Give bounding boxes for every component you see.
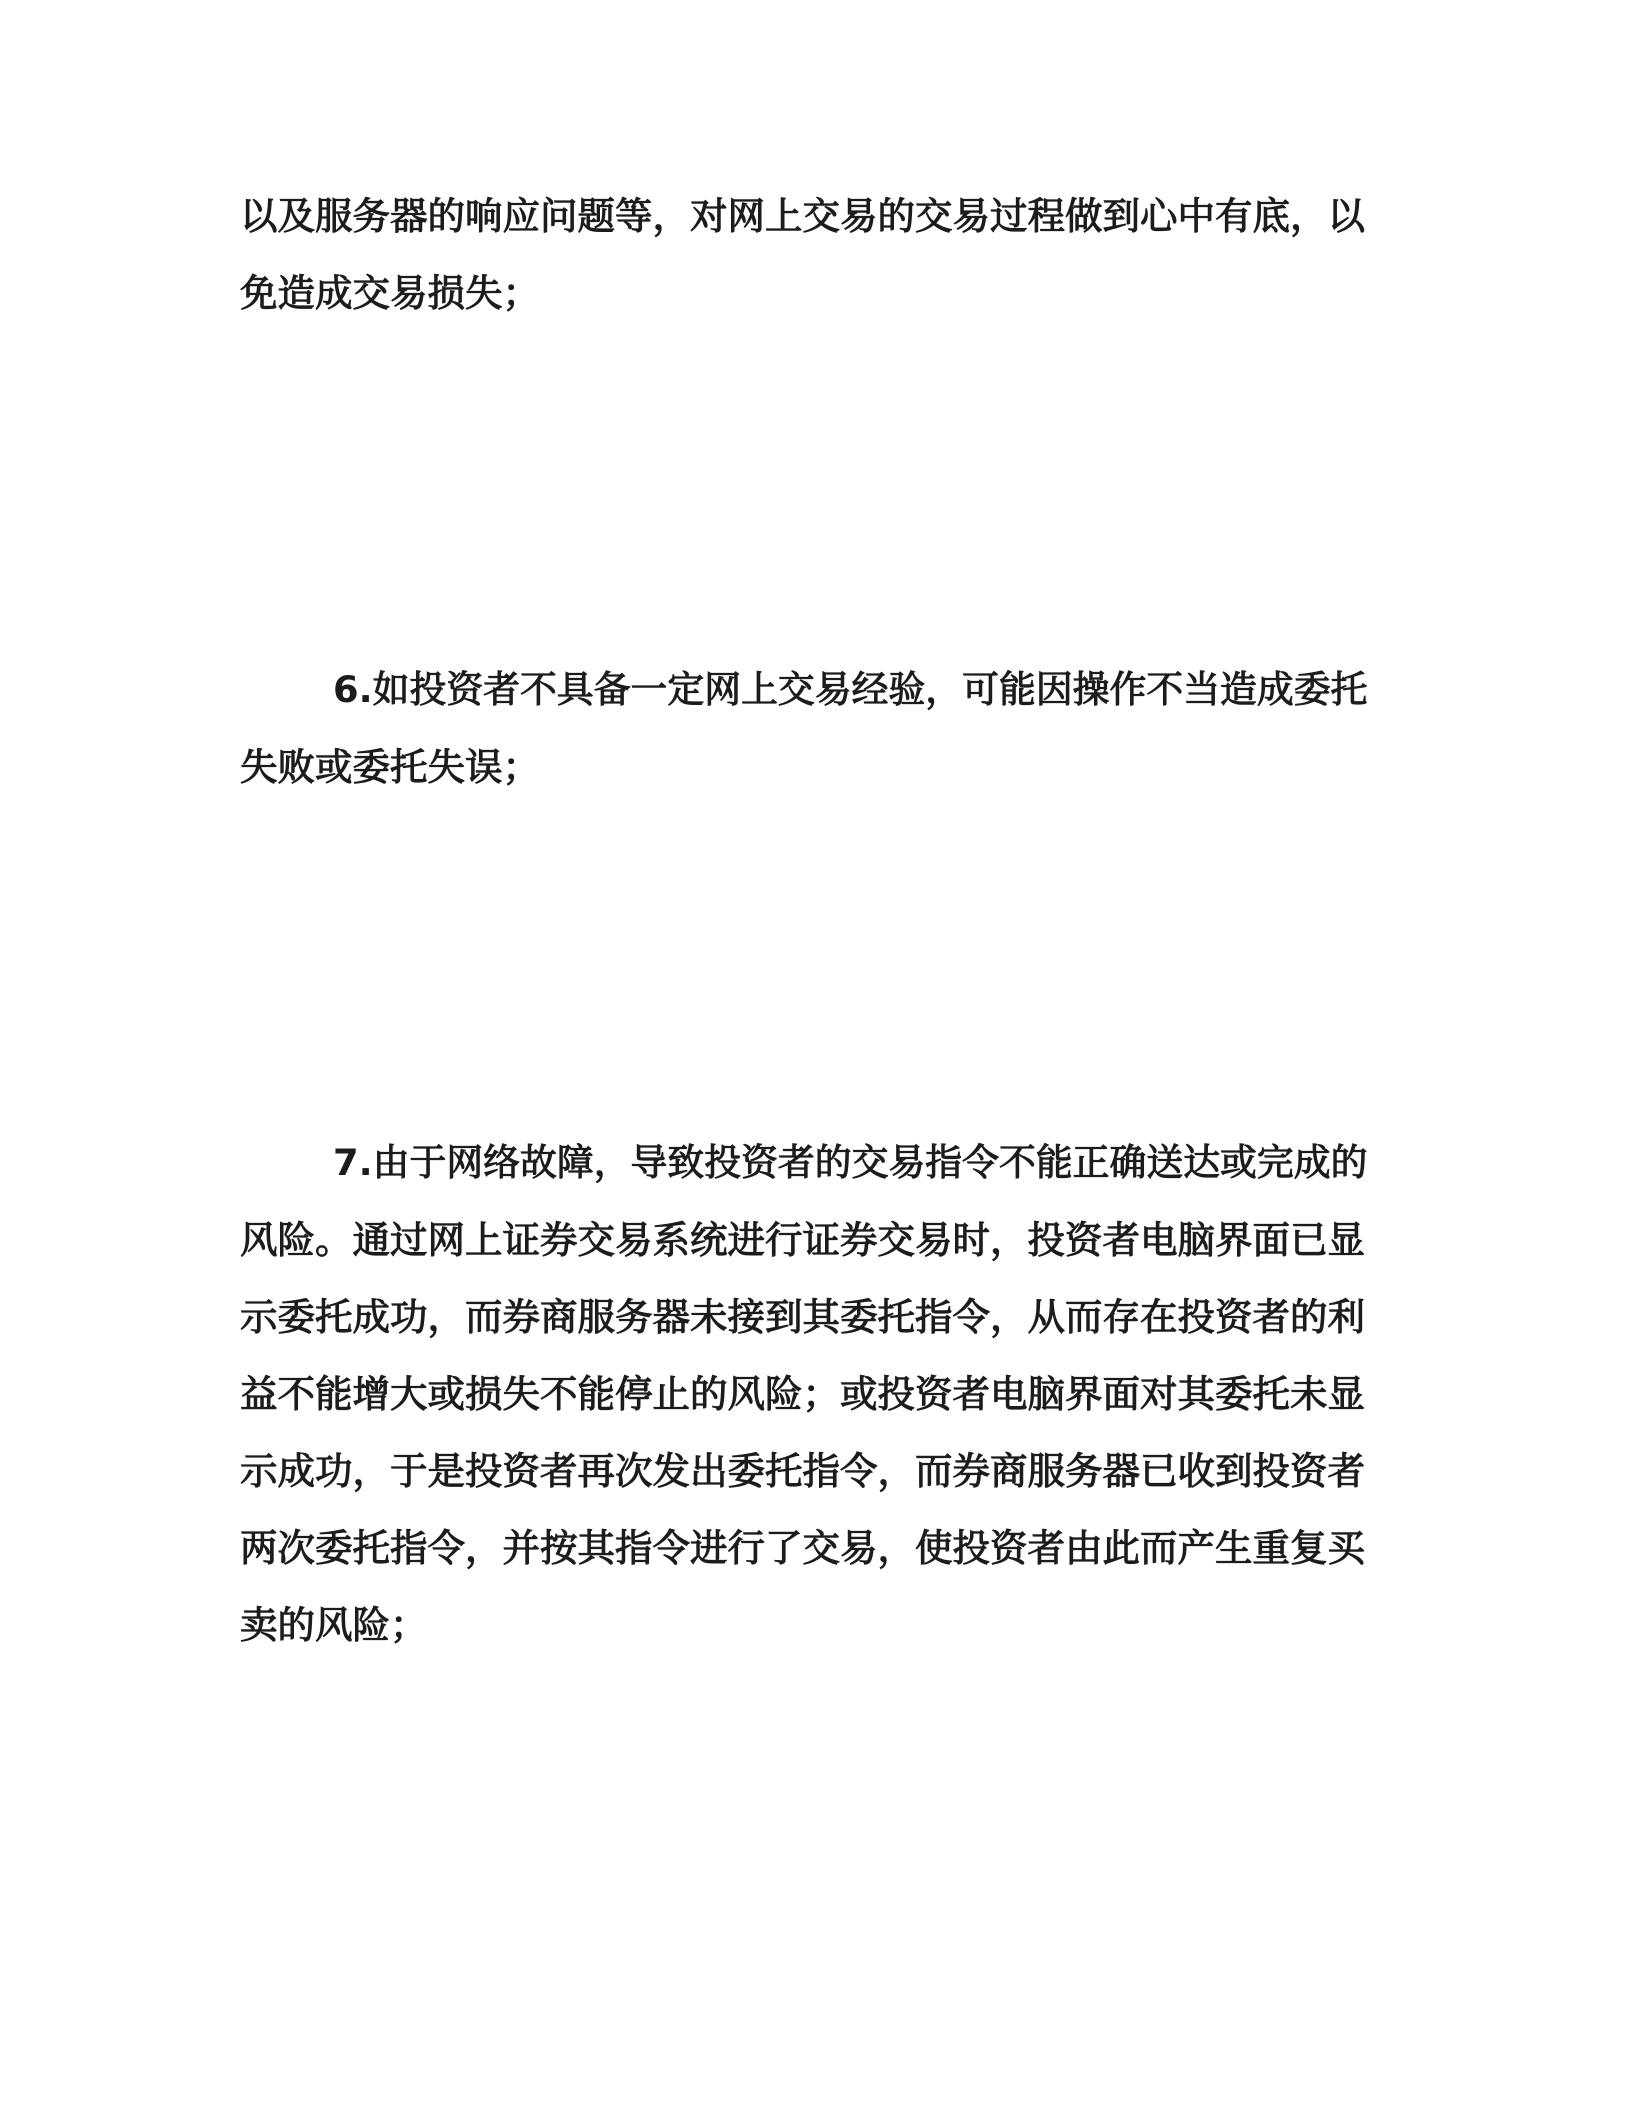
paragraph-line: 示委托成功，而券商服务器未接到其委托指令，从而存在投资者的利 [240,1295,1365,1339]
paragraph-line: 失败或委托失误； [240,745,540,789]
paragraph-line: 免造成交易损失； [240,271,540,315]
paragraph-line: 7.由于网络故障，导致投资者的交易指令不能正确送达或完成的 [333,1141,1368,1184]
paragraph-line: 益不能增大或损失不能停止的风险；或投资者电脑界面对其委托未显 [240,1372,1365,1416]
paragraph-line: 两次委托指令，并按其指令进行了交易，使投资者由此而产生重复买 [240,1526,1365,1570]
paragraph-line: 6.如投资者不具备一定网上交易经验，可能因操作不当造成委托 [333,668,1368,711]
paragraph-line: 风险。通过网上证券交易系统进行证券交易时，投资者电脑界面已显 [240,1218,1365,1262]
paragraph-line: 卖的风险； [240,1603,428,1647]
paragraph-line: 示成功，于是投资者再次发出委托指令，而券商服务器已收到投资者 [240,1449,1365,1493]
paragraph-line: 以及服务器的响应问题等，对网上交易的交易过程做到心中有底，以 [240,194,1365,238]
